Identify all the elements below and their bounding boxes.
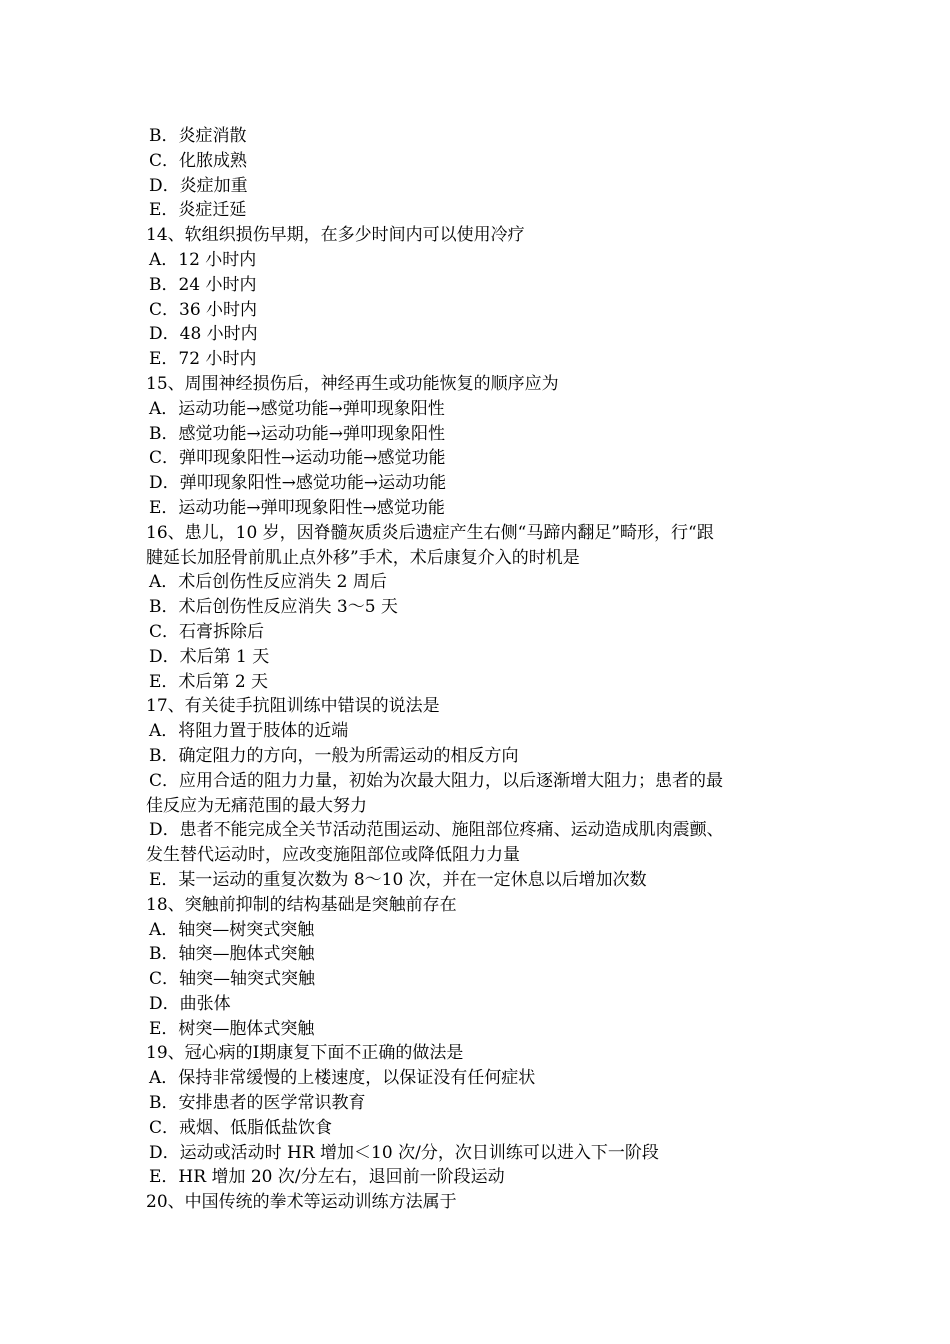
answer-option: E．术后第 2 天 <box>149 671 269 692</box>
answer-option: A．轴突—树突式突触 <box>149 919 315 940</box>
document-body <box>146 124 816 1215</box>
answer-option: C．36 小时内 <box>149 299 258 320</box>
answer-option: D．曲张体 <box>149 993 231 1014</box>
answer-option: D．弹叩现象阳性→感觉功能→运动功能 <box>149 473 447 494</box>
answer-option: B．术后创伤性反应消失 3～5 天 <box>149 597 398 618</box>
answer-option: E．某一运动的重复次数为 8～10 次，并在一定休息以后增加次数 <box>149 869 647 890</box>
answer-option: C．弹叩现象阳性→运动功能→感觉功能 <box>149 448 446 469</box>
answer-option: E．树突—胞体式突触 <box>149 1018 315 1039</box>
answer-option: A．12 小时内 <box>149 249 257 270</box>
answer-option: D．患者不能完成全关节活动范围运动、施阻部位疼痛、运动造成肌肉震颤、 <box>149 820 724 841</box>
answer-option: E．运动功能→弹叩现象阳性→感觉功能 <box>149 497 445 518</box>
question-text: 17、有关徒手抗阻训练中错误的说法是 <box>146 696 440 717</box>
answer-option: D．术后第 1 天 <box>149 646 270 667</box>
answer-option: C．化脓成熟 <box>149 150 248 171</box>
answer-option: C．戒烟、低脂低盐饮食 <box>149 1117 333 1138</box>
answer-option: A．运动功能→感觉功能→弹叩现象阳性 <box>149 398 445 419</box>
answer-option: D．炎症加重 <box>149 175 248 196</box>
answer-option: B．感觉功能→运动功能→弹叩现象阳性 <box>149 423 445 444</box>
answer-option: A．保持非常缓慢的上楼速度，以保证没有任何症状 <box>149 1068 536 1089</box>
answer-option: B．安排患者的医学常识教育 <box>149 1093 366 1114</box>
answer-option: C．应用合适的阻力力量，初始为次最大阻力，以后逐渐增大阻力；患者的最 <box>149 770 724 791</box>
question-text: 20、中国传统的拳术等运动训练方法属于 <box>146 1192 457 1213</box>
answer-option: B．24 小时内 <box>149 274 257 295</box>
answer-option: A．将阻力置于肢体的近端 <box>149 721 349 742</box>
answer-option: E．炎症迁延 <box>149 200 247 221</box>
question-text: 18、突触前抑制的结构基础是突触前存在 <box>146 894 457 915</box>
answer-option: B．轴突—胞体式突触 <box>149 944 315 965</box>
answer-option: E．HR 增加 20 次/分左右，退回前一阶段运动 <box>149 1167 505 1188</box>
question-text: 16、患儿，10 岁，因脊髓灰质炎后遗症产生右侧“马蹄内翻足”畸形，行“跟 <box>146 522 714 543</box>
answer-option: B．炎症消散 <box>149 126 247 146</box>
question-text: 佳反应为无痛范围的最大努力 <box>146 795 367 816</box>
question-text: 发生替代运动时，应改变施阻部位或降低阻力力量 <box>146 845 520 866</box>
question-text: 14、软组织损伤早期，在多少时间内可以使用冷疗 <box>146 225 525 246</box>
question-text: 15、周围神经损伤后，神经再生或功能恢复的顺序应为 <box>146 373 559 394</box>
answer-option: A．术后创伤性反应消失 2 周后 <box>149 572 387 593</box>
question-text: 腱延长加胫骨前肌止点外移”手术，术后康复介入的时机是 <box>146 547 580 568</box>
answer-option: B．确定阻力的方向，一般为所需运动的相反方向 <box>149 745 519 766</box>
answer-option: E．72 小时内 <box>149 349 257 370</box>
question-text: 19、冠心病的Ⅰ期康复下面不正确的做法是 <box>146 1043 464 1064</box>
answer-option: D．运动或活动时 HR 增加＜10 次/分，次日训练可以进入下一阶段 <box>149 1142 659 1163</box>
answer-option: C．轴突—轴突式突触 <box>149 969 316 990</box>
answer-option: D．48 小时内 <box>149 324 258 345</box>
answer-option: C．石膏拆除后 <box>149 621 265 642</box>
